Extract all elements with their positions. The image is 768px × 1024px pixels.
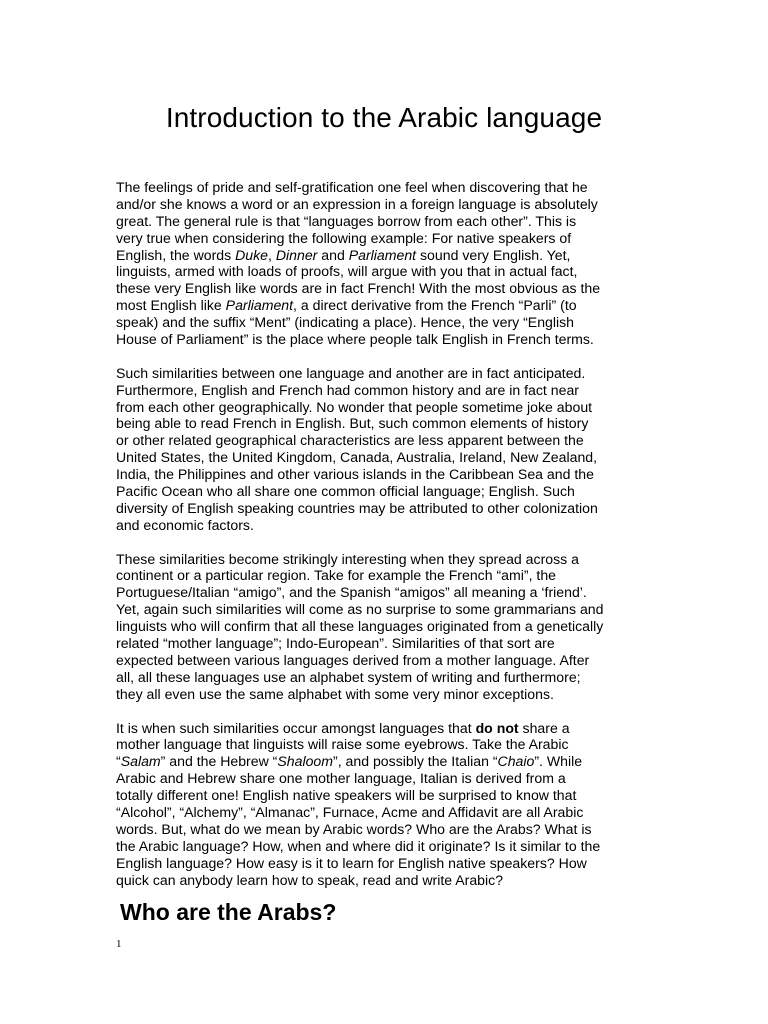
bold-text: do not <box>475 719 519 736</box>
text-line <box>116 500 656 517</box>
text-run: these very English like words are in fact French! With the most obvious as the <box>116 280 601 297</box>
text-run: Furthermore, English and French had common history and are in fact near <box>116 381 579 398</box>
text-run: , <box>267 246 276 263</box>
document-title: Introduction to the Arabic language <box>165 102 603 133</box>
italic-text: Shaloom <box>277 753 334 770</box>
text-line <box>116 551 656 568</box>
text-line <box>116 415 656 432</box>
text-line <box>116 635 656 652</box>
text-line <box>116 787 656 804</box>
text-line <box>116 821 656 838</box>
text-line <box>116 280 656 297</box>
text-run: Yet, again such similarities will come as no surprise to some grammarians and <box>116 601 604 618</box>
text-line <box>116 432 656 449</box>
text-run: linguists who will confirm that all these languages originated from a genetically <box>116 618 604 635</box>
text-run: House of Parliament” is the place where people talk English in French terms. <box>116 331 594 348</box>
paragraph <box>116 179 656 348</box>
text-run: sound very English. Yet, <box>416 246 571 263</box>
text-run: India, the Philippines and other various islands in the Caribbean Sea and the <box>116 466 594 483</box>
text-run: ”, and possibly the Italian “ <box>333 753 498 770</box>
text-run: words. But, what do we mean by Arabic words? Who are the Arabs? What is <box>116 820 592 837</box>
text-run: related “mother language”; Indo-European”. Similarities of that sort are <box>116 635 555 652</box>
text-line <box>116 736 656 753</box>
text-line <box>116 669 656 686</box>
text-run: they all even use the same alphabet with some very minor exceptions. <box>116 685 554 702</box>
text-run: being able to read French in English. But, such common elements of history <box>116 415 589 432</box>
text-run: share a <box>518 719 570 736</box>
text-line <box>116 196 656 213</box>
text-run: linguists, armed with loads of proofs, will argue with you that in actual fact, <box>116 263 578 280</box>
text-run: and/or she knows a word or an expression in a foreign language is absolutely <box>116 195 598 212</box>
italic-text: Parliament <box>225 297 294 314</box>
text-run: “Alcohol”, “Alchemy”, “Almanac”, Furnace, Acme and Affidavit are all Arabic <box>116 803 584 820</box>
text-run: , a direct derivative from the French “Parli” (to <box>293 297 577 314</box>
text-run: Pacific Ocean who all share one common official language; English. Such <box>116 483 575 500</box>
text-run: English language? How easy is it to learn for English native speakers? How <box>116 854 587 871</box>
text-run: from each other geographically. No wonder that people sometime joke about <box>116 398 593 415</box>
italic-text: Duke <box>235 246 268 263</box>
text-run: The feelings of pride and self-gratification one feel when discovering that he <box>116 179 588 195</box>
text-line <box>116 804 656 821</box>
text-run: quick can anybody learn how to speak, read and write Arabic? <box>116 871 504 888</box>
text-run: and <box>317 246 349 263</box>
text-line <box>116 567 656 584</box>
text-run: It is when such similarities occur amongst languages that <box>116 719 476 736</box>
text-run: ”. While <box>534 753 583 770</box>
text-line <box>116 247 656 264</box>
text-run: all, all these languages use an alphabet system of writing and furthermore; <box>116 668 581 685</box>
text-line <box>116 399 656 416</box>
text-line <box>116 314 656 331</box>
text-run: “ <box>116 753 121 770</box>
text-line <box>116 770 656 787</box>
text-line <box>116 618 656 635</box>
text-run: speak) and the suffix “Ment” (indicating a place). Hence, the very “English <box>116 314 575 331</box>
text-line <box>116 365 656 382</box>
text-run: great. The general rule is that “languages borrow from each other”. This is <box>116 212 577 229</box>
text-run: diversity of English speaking countries may be attributed to other colonization <box>116 499 598 516</box>
text-line <box>116 382 656 399</box>
text-line <box>116 652 656 669</box>
text-line <box>116 872 656 889</box>
text-run: or other related geographical characteristics are less apparent between the <box>116 432 584 449</box>
text-line <box>116 213 656 230</box>
text-line <box>116 855 656 872</box>
text-run: totally different one! English native speakers will be surprised to know that <box>116 787 577 804</box>
text-run: Portuguese/Italian “amigo”, and the Spanish “amigos” all meaning a ‘friend’. <box>116 584 587 601</box>
section-heading: Who are the Arabs? <box>120 899 337 925</box>
text-line <box>116 517 656 534</box>
text-run: very true when considering the following example: For native speakers of <box>116 229 572 246</box>
page-number: 1 <box>116 938 122 950</box>
text-run: These similarities become strikingly interesting when they spread across a <box>116 550 579 567</box>
italic-text: Parliament <box>348 246 417 263</box>
text-line <box>116 297 656 314</box>
text-run: English, the words <box>116 246 236 263</box>
text-line <box>116 449 656 466</box>
paragraph <box>116 551 656 703</box>
italic-text: Chaio <box>497 753 535 770</box>
text-line <box>116 720 656 737</box>
text-run: Such similarities between one language and another are in fact anticipated. <box>116 364 586 381</box>
text-run: United States, the United Kingdom, Canada, Australia, Ireland, New Zealand, <box>116 449 598 466</box>
text-line <box>116 179 656 196</box>
text-line <box>116 263 656 280</box>
text-run: Arabic and Hebrew share one mother language, Italian is derived from a <box>116 770 566 787</box>
text-line <box>116 230 656 247</box>
italic-text: Salam <box>120 753 161 770</box>
document-body <box>116 179 656 905</box>
text-run: mother language that linguists will raise some eyebrows. Take the Arabic <box>116 736 569 753</box>
text-line <box>116 466 656 483</box>
text-line <box>116 483 656 500</box>
text-run: expected between various languages derived from a mother language. After <box>116 651 590 668</box>
text-line <box>116 601 656 618</box>
text-run: and economic factors. <box>116 516 254 533</box>
paragraph <box>116 365 656 534</box>
text-run: the Arabic language? How, when and where did it originate? Is it similar to the <box>116 837 601 854</box>
text-line <box>116 686 656 703</box>
text-run: ” and the Hebrew “ <box>160 753 278 770</box>
text-line <box>116 838 656 855</box>
text-run: most English like <box>116 297 226 314</box>
text-line <box>116 584 656 601</box>
paragraph <box>116 720 656 889</box>
italic-text: Dinner <box>275 246 318 263</box>
text-line <box>116 331 656 348</box>
text-run: continent or a particular region. Take for example the French “ami”, the <box>116 567 556 584</box>
text-line <box>116 753 656 770</box>
